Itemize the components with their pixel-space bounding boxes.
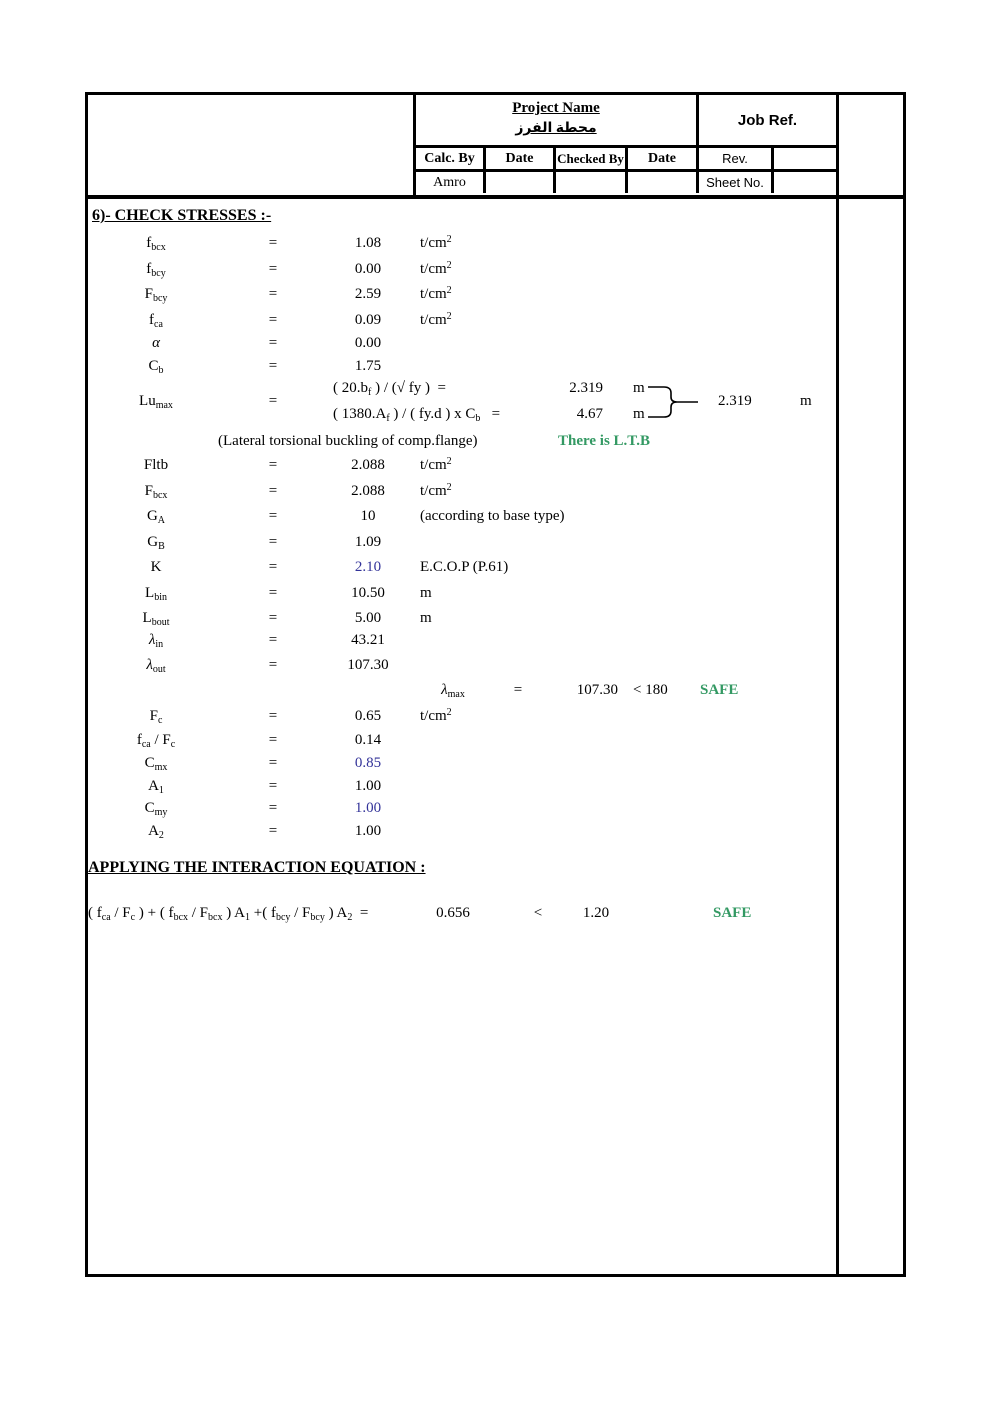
note: E.C.O.P (P.61) — [420, 559, 509, 575]
status-safe: SAFE — [713, 905, 752, 921]
unit: $t/cm^2$ — [420, 311, 452, 328]
status-safe: SAFE — [700, 682, 739, 698]
brace-graphic — [646, 378, 721, 426]
value: 0.65 — [354, 708, 382, 724]
value: 107.30 — [347, 657, 389, 673]
value: 1.00 — [354, 800, 382, 816]
equals-sign: = — [268, 732, 278, 748]
interaction-limit: 1.20 — [582, 905, 610, 921]
calc-row-GA — [88, 504, 833, 528]
equals-sign: = — [268, 610, 278, 626]
equals-sign: = — [268, 286, 278, 302]
value: 1.75 — [354, 358, 382, 374]
result-value: 2.319 — [718, 393, 752, 409]
equals-sign: = — [268, 235, 278, 251]
calc-row-fca-Fc — [88, 728, 833, 752]
ltb-note-text: (Lateral torsional buckling of comp.flange) — [218, 433, 478, 449]
date-header-2: Date — [628, 148, 699, 169]
unit: $t/cm^2$ — [420, 456, 452, 473]
result-unit: m — [800, 393, 812, 409]
section-heading: 6)- CHECK STRESSES :- — [92, 207, 272, 224]
note: (according to base type) — [420, 508, 565, 524]
equals-sign: = — [268, 483, 278, 499]
equals-sign: = — [268, 261, 278, 277]
variable-label: $A_1$ — [148, 778, 164, 796]
equals-sign: = — [268, 708, 278, 724]
equals-sign: = — [268, 632, 278, 648]
calc-row-Fbcy — [88, 282, 833, 306]
value: 0.00 — [354, 261, 382, 277]
variable-label: $F_c$ — [149, 708, 163, 726]
unit: $t/cm^2$ — [420, 260, 452, 277]
variable-label: $Lu_{max}$ — [139, 393, 173, 411]
rev-value-cell — [774, 148, 836, 169]
calc-row-Fc — [88, 704, 833, 728]
less-than-sign: < — [533, 905, 543, 921]
variable-label: $f_{ca} / F_c$ — [136, 732, 176, 750]
value: 10.50 — [351, 585, 385, 601]
value: 5.00 — [354, 610, 382, 626]
checked-by-header: Checked By — [556, 148, 628, 169]
variable-label: $C_{my}$ — [144, 800, 168, 818]
unit: $t/cm^2$ — [420, 482, 452, 499]
value: 10 — [360, 508, 376, 524]
value: 4.67 — [576, 406, 603, 422]
calc-row-K — [88, 555, 833, 579]
calc-by-value: Amro — [416, 172, 486, 193]
unit: m — [633, 380, 645, 396]
date-value-1 — [486, 172, 556, 193]
equals-sign: = — [268, 800, 278, 816]
calc-row-fbcx — [88, 231, 833, 255]
value: 0.85 — [354, 755, 382, 771]
calc-row-lambda-in — [88, 628, 833, 652]
variable-label: $C_b$ — [148, 358, 164, 376]
calc-row-A1 — [88, 774, 833, 798]
variable-label: Fltb — [143, 457, 169, 473]
checked-by-value — [556, 172, 628, 193]
lambda-max-row — [88, 678, 833, 702]
calc-row-fca — [88, 308, 833, 332]
variable-label: $G_B$ — [147, 534, 165, 552]
value: 107.30 — [576, 682, 618, 698]
title-block-row-2 — [416, 148, 836, 172]
calc-row-Fltb — [88, 453, 833, 477]
calc-row-Cmy — [88, 796, 833, 820]
value: 0.00 — [354, 335, 382, 351]
value: 43.21 — [351, 632, 385, 648]
value: 1.08 — [354, 235, 382, 251]
unit: m — [420, 610, 432, 626]
date-header-1: Date — [486, 148, 556, 169]
ltb-status: There is L.T.B — [558, 433, 650, 449]
interaction-equation-row — [88, 901, 833, 925]
value: 2.088 — [351, 457, 385, 473]
value: 2.10 — [354, 559, 382, 575]
calc-row-Cmx — [88, 751, 833, 775]
variable-label: $L_{bin}$ — [145, 585, 167, 603]
calc-row-Fbcx — [88, 479, 833, 503]
equals-sign: = — [268, 778, 278, 794]
calc-by-header: Calc. By — [416, 148, 486, 169]
variable-label: $f_{bcx}$ — [146, 235, 166, 253]
equals-sign: = — [268, 312, 278, 328]
variable-label: $G_A$ — [146, 508, 166, 526]
interaction-expression: ( $f_{ca} / F_c$ ) + ( $f_{bcx} / F_{bcx}$ ) $A_1$ +( $f_{bcy} / F_{bcy}$ ) $A_2$ = — [88, 905, 369, 923]
value: 0.14 — [354, 732, 382, 748]
equals-sign: = — [268, 457, 278, 473]
calc-row-A2 — [88, 819, 833, 843]
equals-sign: = — [268, 358, 278, 374]
right-margin-divider — [836, 95, 839, 1274]
interaction-value: 0.656 — [436, 905, 470, 921]
variable-label: $\lambda_{in}$ — [148, 632, 164, 650]
calc-row-GB — [88, 530, 833, 554]
equals-sign: = — [268, 657, 278, 673]
title-block — [413, 95, 836, 199]
title-block-row-1 — [416, 95, 836, 148]
unit: m — [633, 406, 645, 422]
equals-sign: = — [268, 823, 278, 839]
calc-row-Lbin — [88, 581, 833, 605]
limit: < 180 — [633, 682, 668, 698]
calc-row-alpha — [88, 331, 833, 355]
variable-label: $f_{ca}$ — [149, 312, 163, 330]
sheet-no-value — [774, 172, 836, 193]
value: 2.319 — [569, 380, 603, 396]
project-name-cell — [416, 95, 699, 145]
equals-sign: = — [268, 534, 278, 550]
value: 2.59 — [354, 286, 382, 302]
equals-sign: = — [268, 559, 278, 575]
project-name-label: Project Name — [512, 100, 600, 116]
rev-header: Rev. — [699, 148, 774, 169]
equals-sign: = — [268, 755, 278, 771]
job-ref-cell — [699, 95, 836, 145]
unit: m — [420, 585, 432, 601]
variable-label: $f_{bcy}$ — [146, 261, 166, 279]
equals-sign: = — [268, 508, 278, 524]
sheet-frame — [85, 92, 906, 1277]
variable-label: α — [152, 335, 160, 351]
variable-label: $C_{mx}$ — [144, 755, 168, 773]
unit: $t/cm^2$ — [420, 234, 452, 251]
equals-sign: = — [268, 335, 278, 351]
variable-label: $\lambda_{out}$ — [146, 657, 166, 675]
interaction-heading: APPLYING THE INTERACTION EQUATION : — [88, 859, 426, 876]
unit: $t/cm^2$ — [420, 285, 452, 302]
equals-sign: = — [268, 585, 278, 601]
value: 1.00 — [354, 823, 382, 839]
calc-row-Lbout — [88, 606, 833, 630]
project-name-value: محطة الفرز — [515, 121, 597, 136]
lu-max-block — [88, 375, 833, 427]
date-value-2 — [628, 172, 699, 193]
ltb-note-row — [88, 429, 833, 453]
value: 0.09 — [354, 312, 382, 328]
unit: $t/cm^2$ — [420, 707, 452, 724]
title-block-row-3 — [416, 172, 836, 193]
equals-sign: = — [268, 393, 278, 409]
sheet-no-label: Sheet No. — [699, 172, 774, 193]
job-ref-label: Job Ref. — [737, 111, 798, 129]
equals-sign: = — [513, 682, 523, 698]
variable-label: $A_2$ — [148, 823, 164, 841]
variable-label: $\lambda_{max}$ — [441, 682, 465, 700]
calc-row-lambda-out — [88, 653, 833, 677]
variable-label: $F_{bcy}$ — [144, 286, 168, 304]
header-band — [88, 95, 903, 199]
value: 1.09 — [354, 534, 382, 550]
value: 1.00 — [354, 778, 382, 794]
variable-label: $F_{bcx}$ — [144, 483, 168, 501]
variable-label: $L_{bout}$ — [142, 610, 170, 628]
expression: ( $20.b_f$ ) / (√ fy ) = — [333, 380, 446, 398]
variable-label: K — [150, 559, 162, 575]
expression: ( $1380.A_f$ ) / ( fy.d ) x $C_b$ = — [333, 406, 501, 424]
value: 2.088 — [351, 483, 385, 499]
calc-row-fbcy — [88, 257, 833, 281]
